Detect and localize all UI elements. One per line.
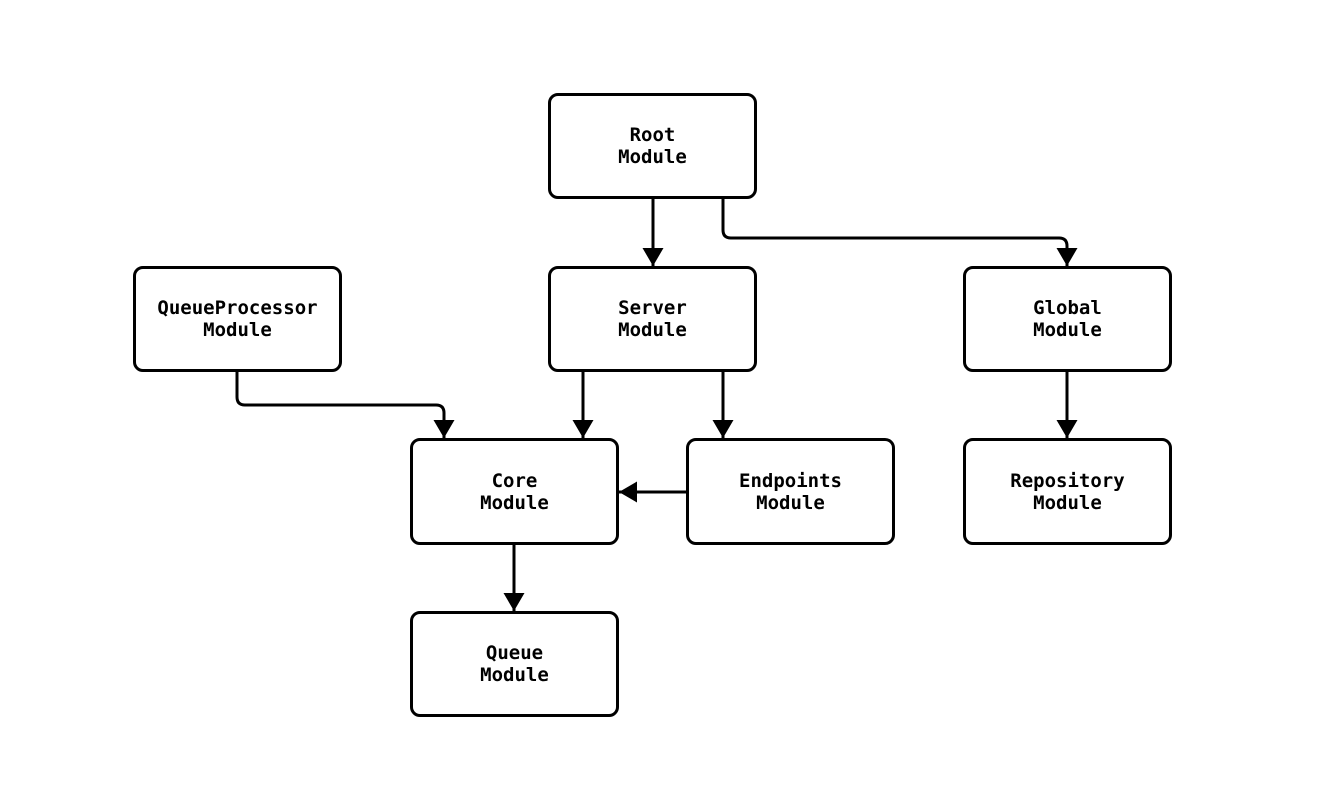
node-label-line: Module — [480, 664, 549, 686]
node-root-module — [548, 93, 757, 199]
edge-queueprocessor-to-core — [237, 372, 444, 438]
node-label-line: Server — [618, 297, 687, 319]
node-label-line: Module — [480, 491, 549, 514]
edge-root-to-global — [723, 198, 1067, 266]
node-label-line: Repository — [1010, 469, 1125, 492]
node-label-line: Module — [1033, 491, 1102, 514]
node-server-module — [548, 266, 757, 372]
node-label-line: QueueProcessor — [157, 297, 318, 319]
node-label-line: Root — [629, 124, 676, 146]
node-core-module — [410, 438, 619, 545]
node-label-line: Global — [1033, 297, 1102, 319]
node-label — [739, 470, 842, 514]
node-queue-module — [410, 611, 619, 717]
node-label-line: Module — [1033, 319, 1102, 341]
node-endpoints-module — [686, 438, 895, 545]
node-label-line: Module — [618, 319, 687, 341]
node-label — [157, 297, 317, 341]
node-label-line: Core — [491, 469, 538, 492]
node-label-line: Module — [203, 319, 272, 341]
node-label-line: Module — [618, 146, 687, 168]
node-label — [618, 297, 687, 341]
node-global-module — [963, 266, 1172, 372]
node-queueprocessor-module — [133, 266, 342, 372]
node-label — [1010, 470, 1124, 514]
node-label-line: Endpoints — [739, 469, 842, 492]
node-label — [618, 124, 687, 168]
node-label-line: Module — [756, 491, 825, 514]
node-label-line: Queue — [485, 642, 544, 664]
node-label — [1033, 297, 1102, 341]
node-repository-module — [963, 438, 1172, 545]
node-label — [480, 642, 549, 686]
node-label — [480, 470, 549, 514]
